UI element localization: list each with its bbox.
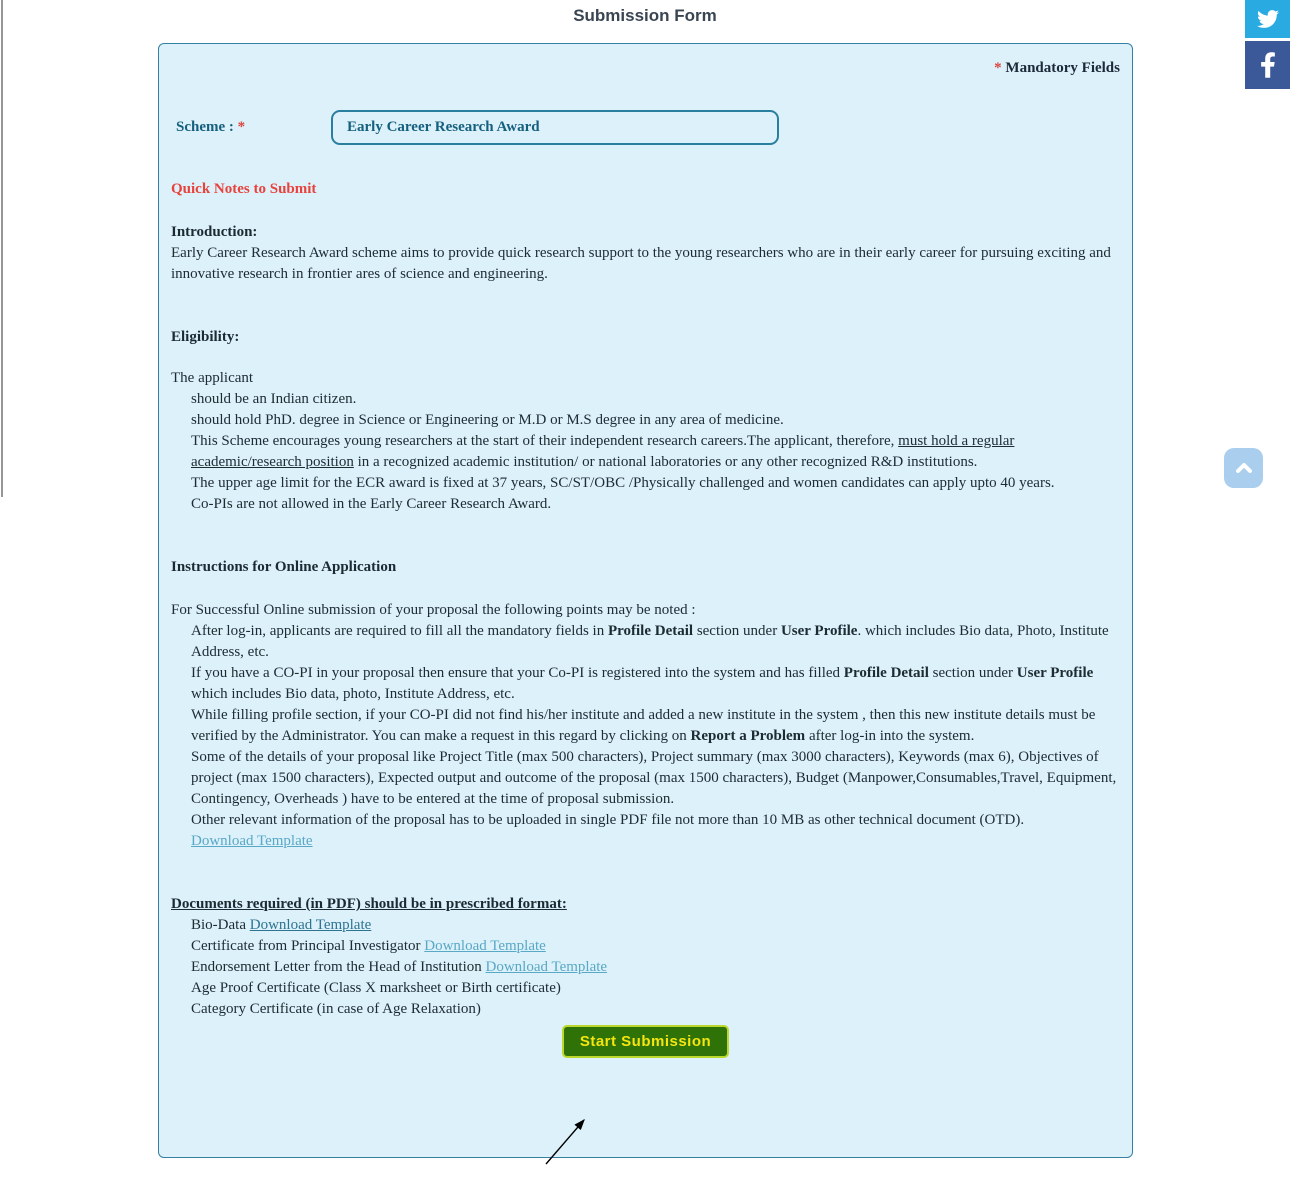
instr-item3-text: While filling profile section, if your CO-PI did not find his/her institute and added a new institute in the system , then this new institute details must be verified by the Administrator. You can make a request in this regard by clicking on: [191, 707, 1096, 744]
doc-biodata-text: Bio-Data: [191, 917, 250, 933]
facebook-icon: [1260, 52, 1276, 78]
mandatory-fields-note: [171, 58, 1120, 79]
documents-heading: Documents required (in PDF) should be in prescribed format:: [171, 896, 567, 912]
page-title: Submission Form: [573, 6, 717, 25]
instr-item1-text: After log-in, applicants are required to fill all the mandatory fields in: [191, 623, 608, 639]
list-item: should be an Indian citizen.: [191, 391, 357, 407]
chevron-up-icon: [1234, 461, 1254, 475]
page-edge-line: [1, 0, 3, 497]
scroll-top-button[interactable]: [1224, 448, 1263, 488]
instr-item2-mid: section under: [928, 665, 1017, 681]
instr-item2-end: which includes Bio data, photo, Institute Address, etc.: [191, 686, 515, 702]
doc-endorsement-text: Endorsement Letter from the Head of Institution: [191, 959, 486, 975]
submit-button-row: [171, 1025, 1120, 1058]
scheme-field-row: [176, 110, 1120, 145]
submission-panel: [158, 43, 1133, 1158]
instructions-heading: Instructions for Online Application: [171, 559, 397, 575]
mandatory-label: Mandatory Fields: [1005, 60, 1120, 76]
instructions-list: [171, 621, 1120, 852]
introduction-section: [171, 222, 1120, 285]
introduction-text: Early Career Research Award scheme aims to provide quick research support to the young researchers who are in their early career for pursuing exciting and innovative research in frontier ares of science and engineering.: [171, 245, 1111, 282]
list-item: The upper age limit for the ECR award is fixed at 37 years, SC/ST/OBC /Physically challenged and women candidates can apply upto 40 years.: [191, 475, 1055, 491]
list-item: [191, 705, 1120, 747]
list-item: [191, 663, 1120, 705]
scheme-asterisk: *: [237, 119, 246, 135]
user-profile-term: User Profile: [780, 623, 858, 639]
eligibility-item3-underlined: must hold a regular academic/research position: [191, 433, 1015, 470]
download-template-link-otd[interactable]: Download Template: [191, 833, 313, 849]
list-item: Some of the details of your proposal like Project Title (max 500 characters), Project summary (max 3000 characters), Keywords (max 6), Objectives of project (max 1500 characters), Expected output and outcome of the proposal (max 1500 characters), Budget (Manpower,Consumables,Travel, Equipment, Contingency, Overheads ) have to be entered at the time of proposal submission.: [191, 749, 1117, 807]
instr-item1-mid: section under: [693, 623, 781, 639]
download-template-link-pi-certificate[interactable]: Download Template: [424, 938, 546, 954]
list-item: [191, 621, 1120, 663]
eligibility-item3-text-end: in a recognized academic institution/ or national laboratories or any other recognized R&D institutions.: [353, 454, 978, 470]
start-submission-button[interactable]: Start Submission: [562, 1025, 729, 1058]
scheme-input[interactable]: [331, 110, 779, 145]
eligibility-lead: The applicant: [171, 370, 254, 386]
list-item: [191, 431, 1120, 473]
report-a-problem-term: Report a Problem: [690, 728, 806, 744]
list-item: Age Proof Certificate (Class X marksheet or Birth certificate): [191, 980, 561, 996]
list-item: [191, 810, 1120, 852]
profile-detail-term: Profile Detail: [843, 665, 929, 681]
social-share-bar: [1245, 0, 1290, 89]
download-template-link-biodata[interactable]: Download Template: [249, 917, 372, 933]
facebook-button[interactable]: [1245, 41, 1290, 89]
list-item: Co-PIs are not allowed in the Early Career Research Award.: [191, 496, 552, 512]
list-item: should hold PhD. degree in Science or Engineering or M.D or M.S degree in any area of medicine.: [191, 412, 784, 428]
doc-pi-certificate-text: Certificate from Principal Investigator: [191, 938, 425, 954]
twitter-button[interactable]: [1245, 0, 1290, 38]
twitter-icon: [1257, 8, 1279, 30]
documents-list: [171, 915, 1120, 1020]
mandatory-asterisk: *: [994, 60, 1002, 76]
list-item: [191, 915, 1120, 936]
list-item: [191, 936, 1120, 957]
instr-item1-end: . which includes Bio data, Photo, Institute Address, etc.: [191, 623, 1109, 660]
introduction-heading: Introduction:: [171, 224, 258, 240]
list-item: Category Certificate (in case of Age Relaxation): [191, 1001, 481, 1017]
instructions-lead: For Successful Online submission of your proposal the following points may be noted :: [171, 602, 696, 618]
quick-notes-heading: Quick Notes to Submit: [171, 181, 317, 197]
instr-item3-end: after log-in into the system.: [805, 728, 975, 744]
user-profile-term: User Profile: [1016, 665, 1094, 681]
download-template-link-endorsement[interactable]: Download Template: [485, 959, 608, 975]
eligibility-heading: Eligibility:: [171, 329, 240, 345]
profile-detail-term: Profile Detail: [607, 623, 694, 639]
scheme-label-text: Scheme :: [176, 119, 234, 135]
eligibility-list: [171, 389, 1120, 515]
instr-item5-text: Other relevant information of the proposal has to be uploaded in single PDF file not more than 10 MB as other technical document (OTD).: [191, 812, 1025, 828]
eligibility-item3-text: This Scheme encourages young researchers at the start of their independent research careers.The applicant, therefore,: [191, 433, 899, 449]
list-item: [191, 957, 1120, 978]
instr-item2-text: If you have a CO-PI in your proposal then ensure that your Co-PI is registered into the system and has filled: [191, 665, 844, 681]
scheme-label: [176, 117, 331, 138]
